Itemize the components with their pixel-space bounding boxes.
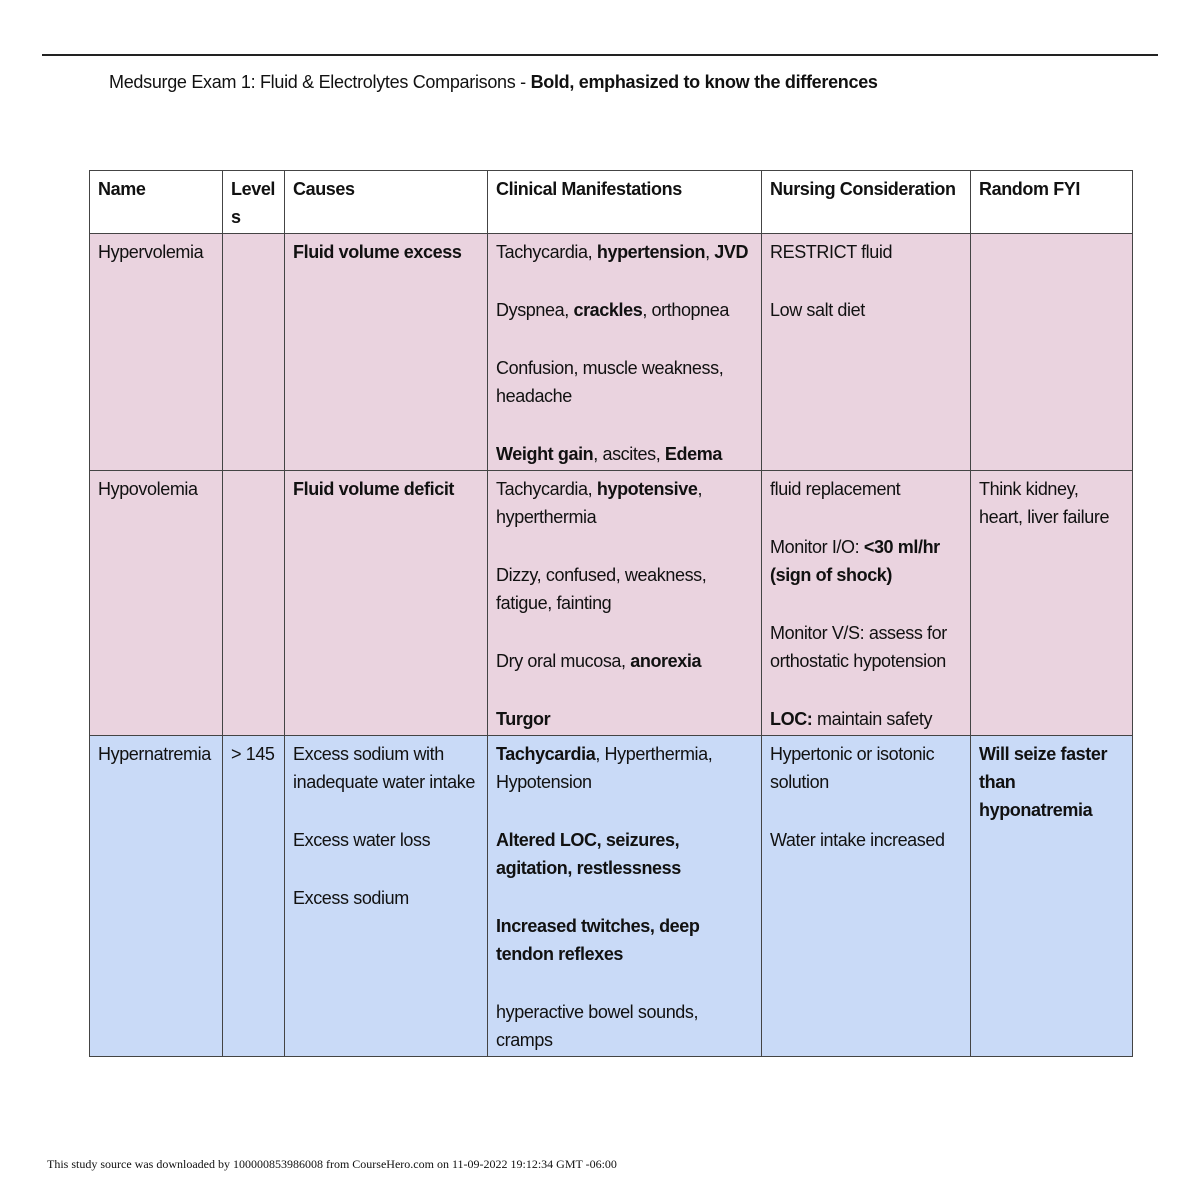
manifestation-line: Dizzy, confused, weakness, fatigue, fainting [496, 565, 707, 613]
table-row-hypovolemia [90, 471, 1133, 736]
cell-manifestations [488, 736, 762, 1057]
manifestation-line: Confusion, muscle weakness, headache [496, 358, 724, 406]
cell-fyi: Will seize faster than hyponatremia [971, 736, 1133, 1057]
cause-text: Excess sodium with inadequate water intake [293, 744, 475, 792]
table-row-hypernatremia [90, 736, 1133, 1057]
manifestation-line: Tachycardia, Hyperthermia, Hypotension [496, 744, 713, 792]
manifestation-line: Dyspnea, crackles, orthopnea [496, 300, 730, 320]
title-emphasis: Bold, emphasized to know the differences [530, 72, 878, 92]
manifestation-line: Dry oral mucosa, anorexia [496, 651, 702, 671]
cell-fyi: Think kidney, heart, liver failure [971, 471, 1133, 736]
cell-name: Hypovolemia [90, 471, 223, 736]
header-causes: Causes [285, 171, 488, 234]
manifestation-line: Increased twitches, deep tendon reflexes [496, 916, 700, 964]
nursing-line: Low salt diet [770, 300, 865, 320]
cause-text: Excess water loss [293, 830, 431, 850]
cell-levels [223, 471, 285, 736]
title-prefix: Medsurge Exam 1: Fluid & Electrolytes Comparisons - [109, 72, 531, 92]
manifestation-line: hyperactive bowel sounds, cramps [496, 1002, 699, 1050]
nursing-line: RESTRICT fluid [770, 242, 893, 262]
cause-text: Excess sodium [293, 888, 409, 908]
cause-text: Fluid volume excess [293, 242, 462, 262]
cell-nursing [762, 234, 971, 471]
header-nursing-consideration: Nursing Consideration [762, 171, 971, 234]
nursing-line: fluid replacement [770, 479, 901, 499]
nursing-line: Hypertonic or isotonic solution [770, 744, 935, 792]
cell-fyi [971, 234, 1133, 471]
top-rule [42, 54, 1158, 56]
document-title [109, 72, 878, 93]
manifestation-line: Tachycardia, hypertension, JVD [496, 242, 749, 262]
header-levels: Levels [223, 171, 285, 234]
manifestation-line: Turgor [496, 709, 551, 729]
nursing-line: Monitor I/O: <30 ml/hr (sign of shock) [770, 537, 940, 585]
nursing-line: Monitor V/S: assess for orthostatic hypotension [770, 623, 947, 671]
cause-text: Fluid volume deficit [293, 479, 455, 499]
manifestation-line: Altered LOC, seizures, agitation, restlessness [496, 830, 681, 878]
cell-name: Hypernatremia [90, 736, 223, 1057]
cell-manifestations [488, 471, 762, 736]
cell-levels: > 145 [223, 736, 285, 1057]
cell-nursing [762, 471, 971, 736]
manifestation-line: Weight gain, ascites, Edema [496, 444, 722, 464]
header-random-fyi: Random FYI [971, 171, 1133, 234]
cell-causes [285, 736, 488, 1057]
cell-nursing [762, 736, 971, 1057]
fluid-electrolytes-table [89, 170, 1133, 1057]
nursing-line: LOC: maintain safety [770, 709, 933, 729]
manifestation-line: Tachycardia, hypotensive, hyperthermia [496, 479, 703, 527]
header-name: Name [90, 171, 223, 234]
nursing-line: Water intake increased [770, 830, 945, 850]
cell-levels [223, 234, 285, 471]
download-footer: This study source was downloaded by 100000853986008 from CourseHero.com on 11-09-2022 19:12:34 GMT -06:00 [47, 1157, 617, 1171]
header-clinical-manifestations: Clinical Manifestations [488, 171, 762, 234]
header-row [90, 171, 1133, 234]
cell-causes [285, 234, 488, 471]
cell-causes [285, 471, 488, 736]
table-row-hypervolemia [90, 234, 1133, 471]
cell-manifestations [488, 234, 762, 471]
cell-name: Hypervolemia [90, 234, 223, 471]
